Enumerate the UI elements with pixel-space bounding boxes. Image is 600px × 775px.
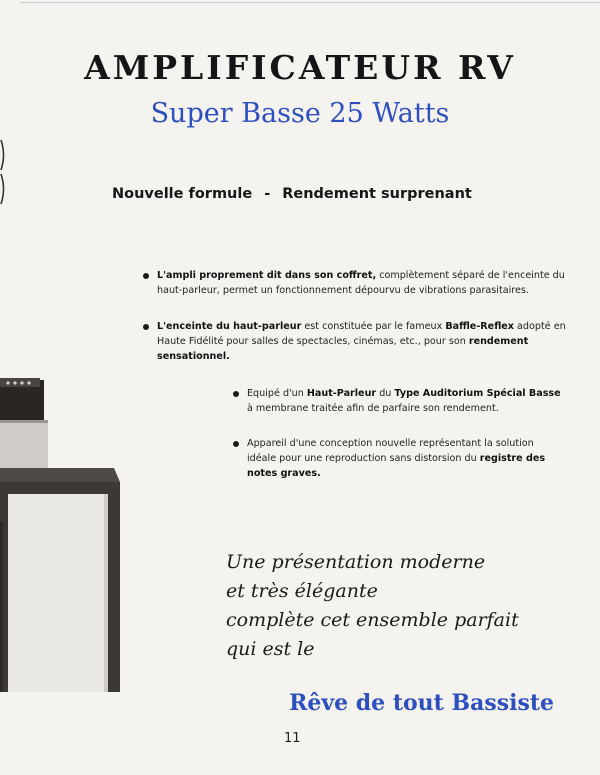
bullet-dot	[233, 391, 239, 397]
script-line: qui est le	[226, 638, 315, 660]
bullet-dot	[143, 324, 149, 330]
bullet-bold: L'ampli proprement dit dans son coffret,	[157, 270, 377, 281]
binding-mark	[0, 138, 8, 172]
bullet-text: Equipé d'un	[247, 388, 307, 399]
bullet-text: complètement séparé de l'enceinte du haut-parleur, permet un fonctionnement dépourvu de vibrations parasitaires.	[157, 270, 565, 296]
amplifier-photo	[0, 372, 122, 692]
bullet-bold: Type Auditorium Spécial Basse	[394, 388, 561, 399]
bullet-dot	[143, 273, 149, 279]
tagline	[112, 186, 472, 202]
feature-bullet	[157, 319, 567, 364]
tagline-separator: -	[264, 186, 271, 202]
bullet-text: du	[376, 388, 395, 399]
bullet-bold: registre des notes graves.	[247, 453, 546, 479]
tagline-right: Rendement surprenant	[282, 186, 472, 202]
page-number: 11	[284, 731, 301, 746]
script-line: Une présentation moderne	[226, 551, 486, 573]
amp-head	[0, 378, 48, 476]
speaker-cabinet	[0, 468, 120, 692]
bullet-dot	[233, 441, 239, 447]
binding-mark	[0, 172, 8, 206]
feature-bullet	[157, 268, 567, 298]
script-text	[226, 548, 519, 664]
bullet-bold: Haut-Parleur	[306, 388, 377, 399]
script-line: complète cet ensemble parfait	[226, 609, 519, 631]
bullet-text: est constituée par le fameux	[301, 321, 446, 332]
feature-bullet	[247, 436, 565, 481]
bullet-text: adopté en Haute Fidélité pour salles de spectacles, cinémas, etc., pour son	[157, 321, 566, 347]
page-subtitle: Super Basse 25 Watts	[150, 98, 450, 129]
closing-headline: Rêve de tout Bassiste	[289, 690, 554, 716]
bullet-bold: Baffle-Reflex	[445, 321, 514, 332]
page-title: AMPLIFICATEUR RV	[84, 48, 516, 87]
feature-bullet	[247, 386, 565, 416]
tagline-left: Nouvelle formule	[112, 186, 253, 202]
page-top-edge	[20, 2, 600, 3]
bullet-text: Appareil d'une conception nouvelle représentant la solution idéale pour une reproduction sans distorsion du	[247, 438, 534, 464]
bullet-text: à membrane traitée afin de parfaire son rendement.	[247, 403, 499, 414]
bullet-bold: L'enceinte du haut-parleur	[157, 321, 302, 332]
script-line: et très élégante	[226, 580, 378, 602]
bullet-bold: rendement sensationnel.	[157, 336, 529, 362]
